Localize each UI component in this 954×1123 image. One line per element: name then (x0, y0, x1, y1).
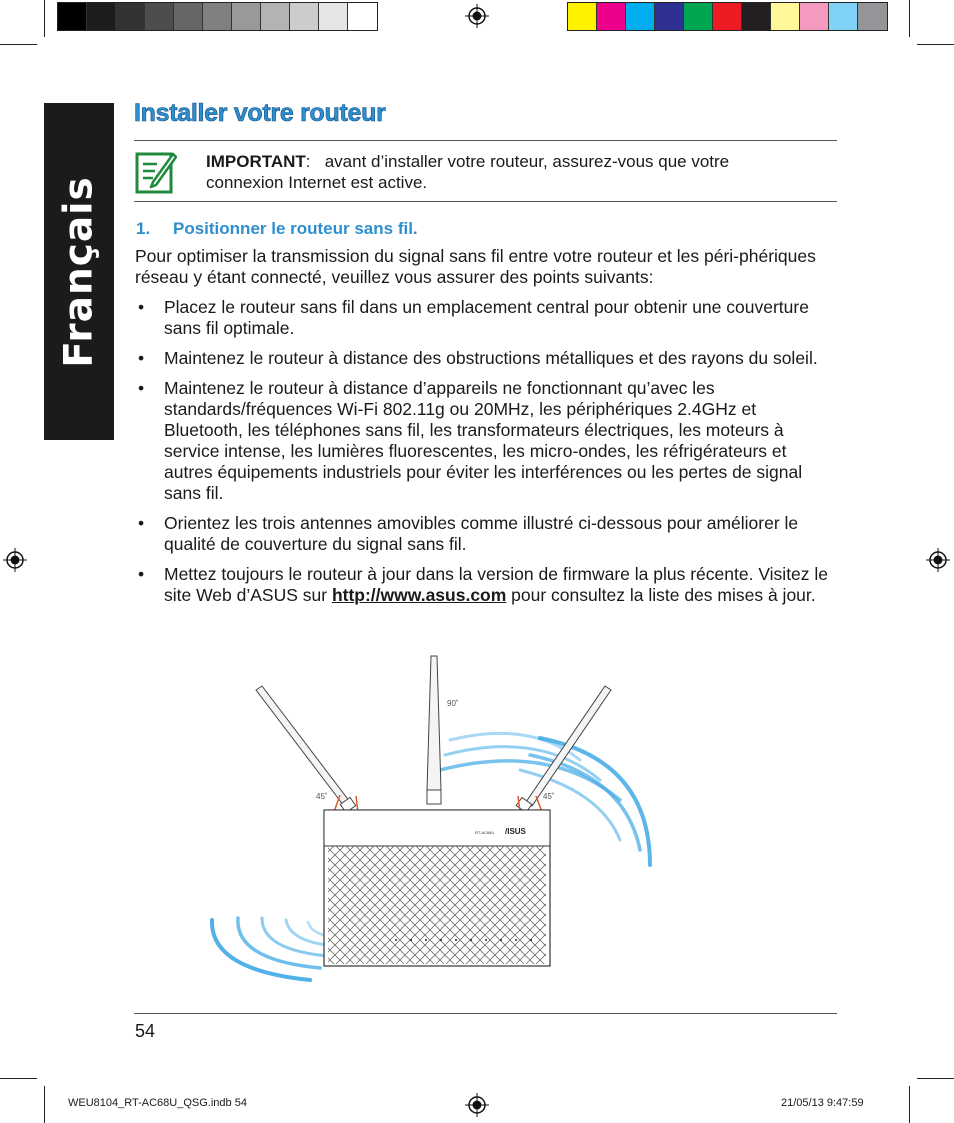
router-body (324, 810, 550, 966)
registration-mark-icon (465, 1093, 489, 1117)
color-swatch (771, 3, 800, 30)
step-number: 1. (136, 219, 151, 238)
side-tab-label: Français (56, 175, 102, 368)
list-item: • Orientez les trois antennes amovibles comme illustré ci-dessous pour améliorer le qualité de couverture du signal sans fil. (138, 513, 799, 554)
color-calibration-bar (567, 2, 888, 31)
crop-mark (0, 1078, 37, 1079)
asus-website-link[interactable]: http://www.asus.com (331, 585, 507, 605)
color-swatch (742, 3, 771, 30)
color-swatch (597, 3, 626, 30)
language-side-tab (44, 103, 114, 440)
page-number: 54 (135, 1021, 156, 1041)
step-heading (136, 219, 418, 239)
color-swatch (203, 3, 232, 30)
important-label: IMPORTANT (206, 152, 306, 171)
intro-paragraph: Pour optimiser la transmission du signal sans fil entre votre routeur et les péri-phériques réseau y étant connecté, veuillez vous assurer des points suivants: (135, 246, 816, 287)
angle-label-right: 45˚ (543, 792, 555, 801)
color-swatch (232, 3, 261, 30)
grayscale-calibration-bar (57, 2, 378, 31)
color-swatch (713, 3, 742, 30)
page-title: Installer votre routeur (134, 99, 386, 127)
important-text-line2: connexion Internet est active. (206, 173, 428, 192)
crop-mark (917, 1078, 954, 1079)
crop-mark (909, 0, 910, 37)
color-swatch (626, 3, 655, 30)
color-swatch (87, 3, 116, 30)
print-timestamp: 21/05/13 9:47:59 (781, 1097, 864, 1109)
color-swatch (319, 3, 348, 30)
color-swatch (684, 3, 713, 30)
crop-mark (44, 0, 45, 37)
antenna-left (256, 686, 356, 813)
crop-mark (0, 44, 37, 45)
color-swatch (145, 3, 174, 30)
bullet-list (135, 297, 835, 615)
color-swatch (348, 3, 377, 30)
list-item: • Placez le routeur sans fil dans un emplacement central pour obtenir une couverture sans fil optimale. (138, 297, 809, 338)
registration-mark-icon (465, 4, 489, 28)
list-item: • Maintenez le routeur à distance des obstructions métalliques et des rayons du soleil. (138, 348, 818, 368)
router-brand-logo: /ISUS (505, 827, 526, 836)
divider (134, 140, 837, 141)
antenna-center (427, 656, 441, 804)
color-swatch (829, 3, 858, 30)
crop-mark (917, 44, 954, 45)
signal-waves-bottom (212, 918, 340, 980)
color-swatch (568, 3, 597, 30)
step-title: Positionner le routeur sans fil. (173, 219, 418, 238)
important-text-line1: avant d’installer votre routeur, assurez-vous que votre (324, 152, 730, 171)
color-swatch (174, 3, 203, 30)
color-swatch (800, 3, 829, 30)
color-swatch (116, 3, 145, 30)
note-pencil-icon (135, 148, 177, 194)
color-swatch (261, 3, 290, 30)
registration-mark-icon (3, 548, 27, 572)
list-item: • Maintenez le routeur à distance d’appareils ne fonctionnant qu’avec les standards/fréquences Wi-Fi 802.11g ou 20MHz, les périphériques 2.4GHz et Bluetooth, les téléphones sans fil, les transformateurs électriques, les moteurs à service intense, les lumières fluorescentes, les micro-ondes, les réfrigérateurs et autres équipements industriels pour éviter les interférences ou les pertes de signal sans fil. (138, 378, 803, 503)
list-item: • Mettez toujours le routeur à jour dans la version de firmware la plus récente. Visitez le site Web d’ASUS sur http://www.asus.com pour consultez la liste des mises à jour. (138, 564, 829, 605)
router-model: RT-AC68U (475, 830, 495, 835)
footer-divider (134, 1013, 837, 1014)
crop-mark (909, 1086, 910, 1123)
router-antenna-diagram (200, 650, 680, 1005)
registration-mark-icon (926, 548, 950, 572)
crop-mark (44, 1086, 45, 1123)
print-file-info: WEU8104_RT-AC68U_QSG.indb 54 (68, 1097, 247, 1109)
angle-label-left: 45˚ (316, 792, 328, 801)
color-swatch (858, 3, 887, 30)
important-note: IMPORTANT: avant d’installer votre routeur, assurez-vous que votre connexion Internet est active. (206, 152, 730, 192)
color-swatch (290, 3, 319, 30)
angle-label-top: 90˚ (447, 699, 459, 708)
divider (134, 201, 837, 202)
color-swatch (655, 3, 684, 30)
color-swatch (58, 3, 87, 30)
